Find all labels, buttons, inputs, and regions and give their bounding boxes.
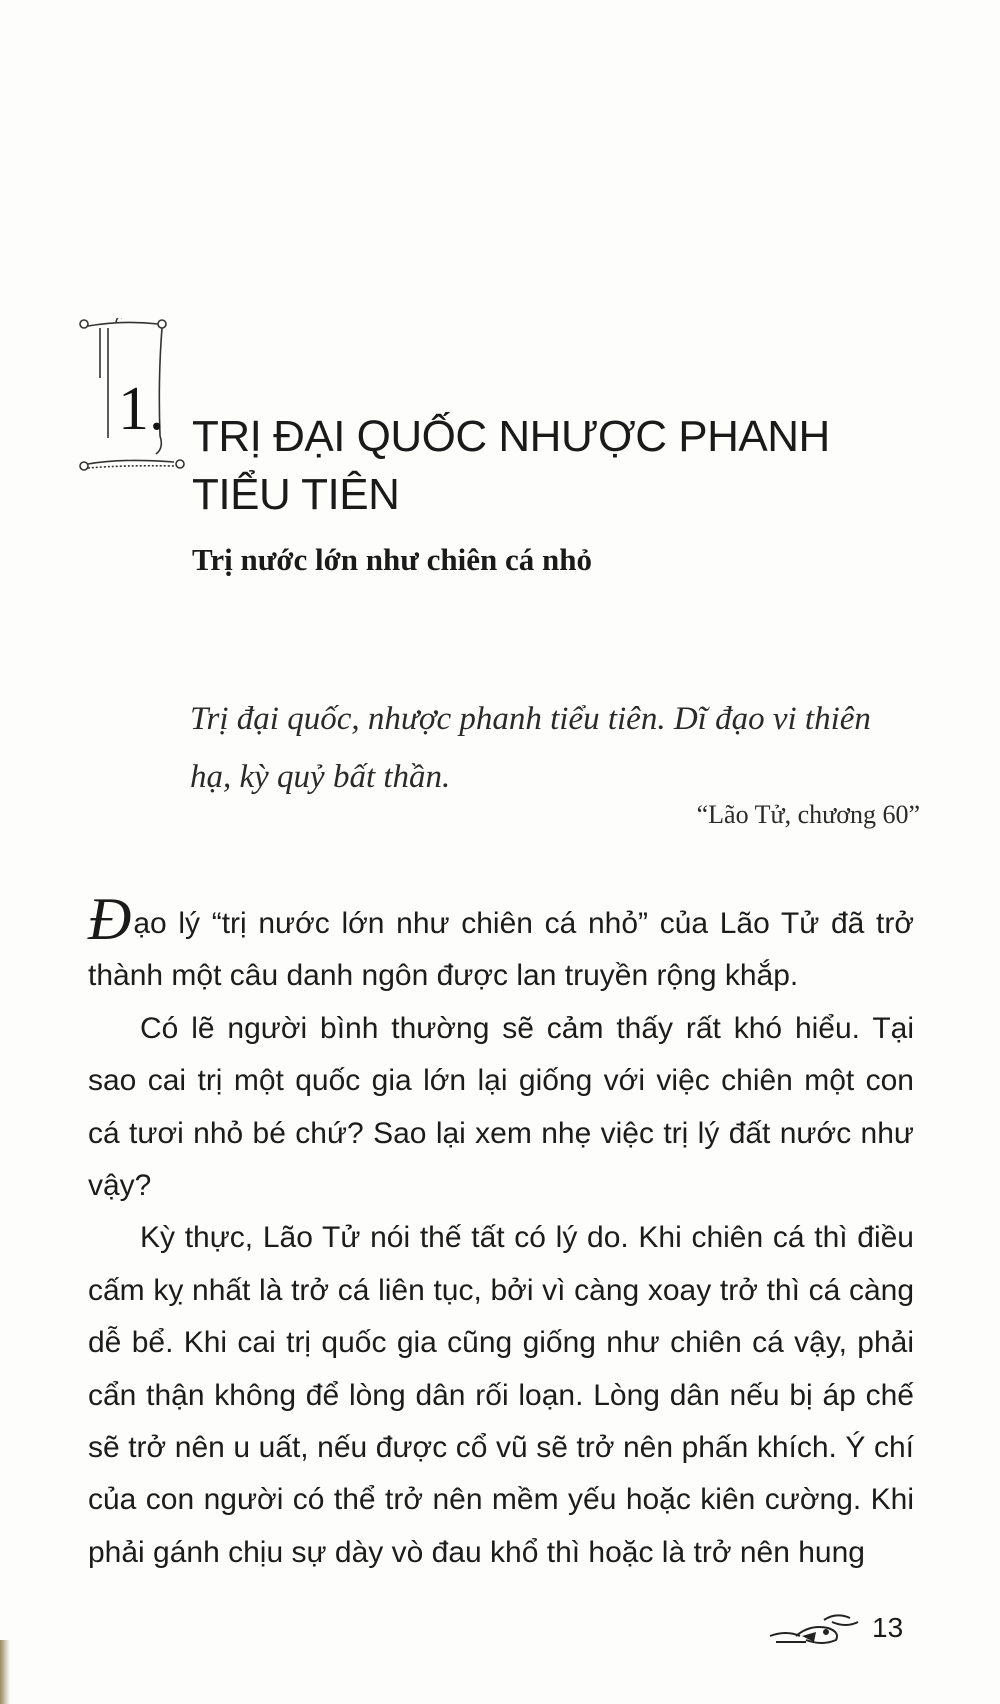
paragraph-3: Kỳ thực, Lão Tử nói thế tất có lý do. Khi chiên cá thì điều cấm kỵ nhất là trở cá liên tục, bởi vì càng xoay trở thì cá càng dễ bể. Khi cai trị quốc gia cũng giống như chiên cá vậy, phải cẩn thận không để lòng dân rối loạn. Lòng dân nếu bị áp chế sẽ trở nên u uất, nếu được cổ vũ sẽ trở nên phấn khích. Ý chí của con người có thể trở nên mềm yếu hoặc kiên cường. Khi phải gánh chịu sự dày vò đau khổ thì hoặc là trở nên hung bbox=[88, 1221, 914, 1569]
chapter-title-line-2: TIỂU TIÊN bbox=[192, 470, 400, 519]
epigraph-citation: “Lão Tử, chương 60” bbox=[696, 800, 920, 829]
paragraph-1-text: ạo lý “trị nước lớn như chiên cá nhỏ” của Lão Tử đã trở thành một câu danh ngôn được lan truyền rộng khắp. bbox=[88, 907, 914, 993]
drop-cap: Đ bbox=[88, 886, 132, 952]
chapter-title-line-1: TRỊ ĐẠI QUỐC NHƯỢC PHANH bbox=[192, 412, 830, 461]
epigraph-quote: Trị đại quốc, nhược phanh tiểu tiên. Dĩ đạo vi thiên hạ, kỳ quỷ bất thần. bbox=[190, 701, 871, 795]
chapter-subtitle: Trị nước lớn như chiên cá nhỏ bbox=[192, 542, 592, 577]
page-number: 13 bbox=[872, 1612, 904, 1643]
chapter-number: 1. bbox=[118, 375, 165, 443]
page-edge-shadow bbox=[0, 1640, 10, 1704]
paragraph-2: Có lẽ người bình thường sẽ cảm thấy rất khó hiểu. Tại sao cai trị một quốc gia lớn lại giống với việc chiên một con cá tươi nhỏ bé chứ? Sao lại xem nhẹ việc trị lý đất nước như vậy? bbox=[88, 1011, 914, 1203]
paragraph-1 bbox=[88, 886, 914, 1003]
fish-sketch-icon bbox=[766, 1606, 866, 1650]
body-text bbox=[88, 886, 914, 1579]
chapter-title bbox=[192, 408, 912, 524]
